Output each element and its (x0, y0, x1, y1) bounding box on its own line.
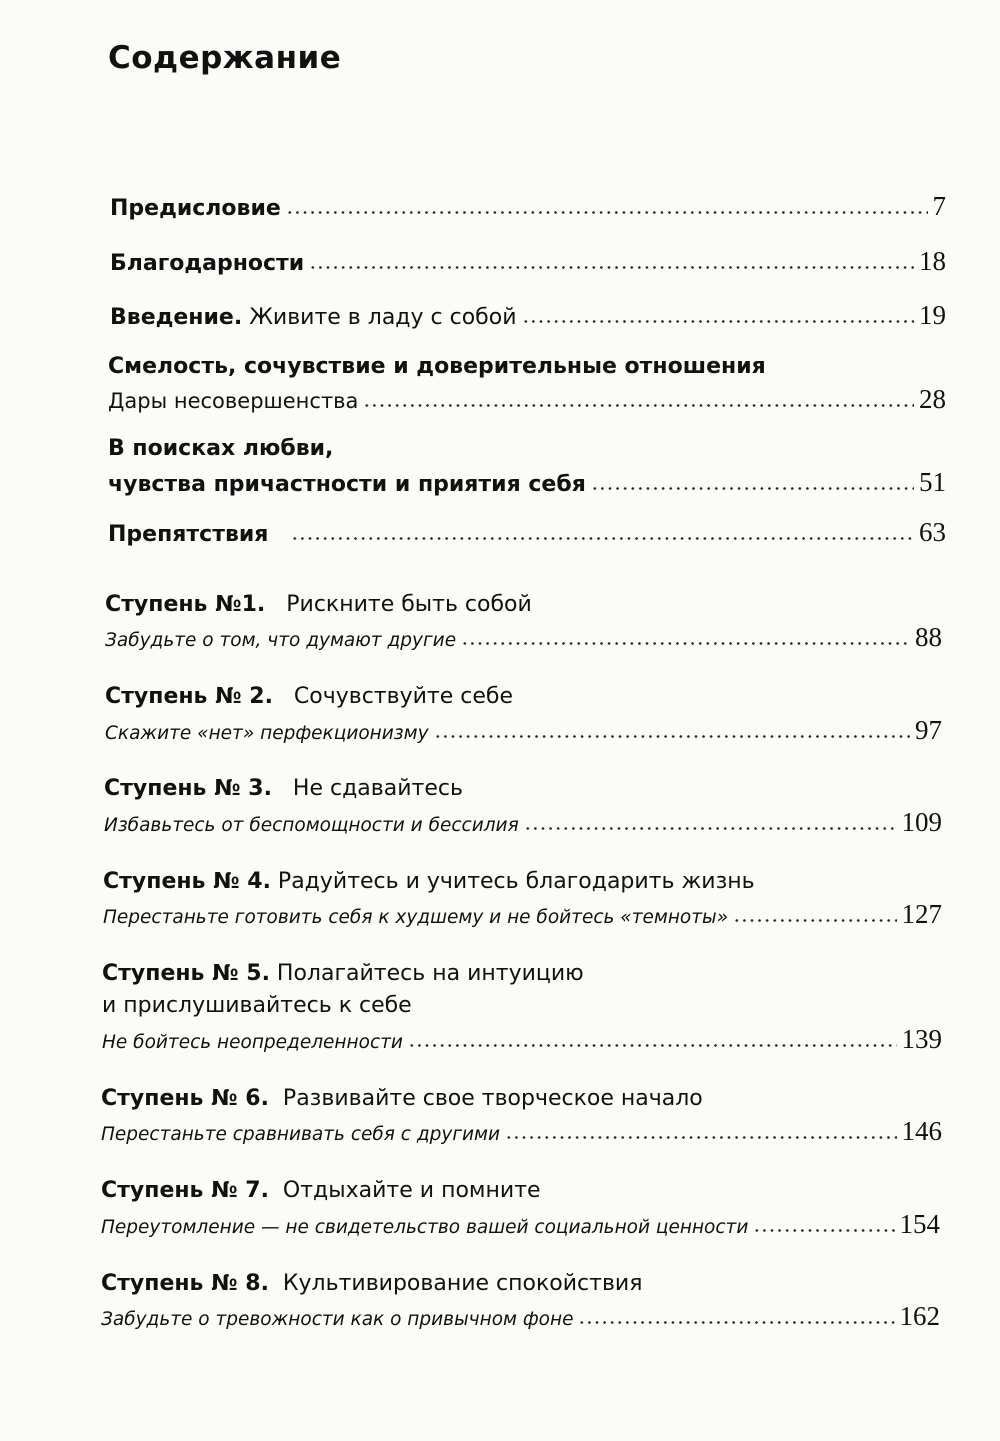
step-label: Ступень № 3. (104, 776, 272, 801)
step-5-entry[interactable] (0, 1026, 1000, 1053)
step-title: Радуйтесь и учитесь благодарить жизнь (277, 869, 755, 894)
entry-title: чувства причастности и приятия себя (108, 472, 586, 497)
step-subtitle: Забудьте о том, что думают другие (105, 630, 457, 651)
page-number: 109 (901, 807, 942, 837)
step-2-entry[interactable] (0, 717, 1000, 744)
dot-leader (408, 1044, 897, 1047)
step-subtitle: Перестаньте сравнивать себя с другими (101, 1124, 501, 1145)
entry-title: Препятствия (108, 522, 269, 547)
step-label: Ступень №1. (105, 592, 266, 617)
step-title: Полагайтесь на интуицию (276, 961, 584, 986)
step-title: Отдыхайте и помните (282, 1178, 541, 1203)
toc-entry-preface[interactable] (0, 193, 1000, 221)
step-1-heading (0, 592, 1000, 617)
step-title: Не сдавайтесь (292, 776, 463, 801)
entry-title: Введение. (110, 305, 243, 330)
dot-leader (434, 735, 910, 738)
page-number: 154 (899, 1209, 940, 1239)
toc-entry-acknowledgements[interactable] (0, 248, 1000, 276)
dot-leader (291, 537, 914, 540)
step-7-entry[interactable] (0, 1211, 1000, 1238)
step-5-heading (0, 961, 1000, 986)
page-number: 7 (932, 191, 946, 221)
dot-leader (309, 266, 914, 269)
dot-leader (524, 827, 897, 830)
step-3-entry[interactable] (0, 809, 1000, 836)
step-label: Ступень № 8. (101, 1271, 269, 1296)
step-6-heading (0, 1086, 1000, 1111)
step-5-heading-line2: и прислушивайтесь к себе (102, 993, 412, 1018)
toc-entry-courage-title: Смелость, сочувствие и доверительные отношения (108, 354, 766, 379)
step-subtitle: Забудьте о тревожности как о привычном фоне (101, 1309, 574, 1330)
step-1-entry[interactable] (0, 624, 1000, 651)
entry-subtitle: Дары несовершенства (108, 389, 359, 413)
dot-leader (753, 1229, 894, 1232)
step-label: Ступень № 6. (101, 1086, 269, 1111)
page-title: Содержание (108, 40, 342, 76)
dot-leader (286, 211, 928, 214)
step-subtitle: Скажите «нет» перфекционизму (105, 723, 429, 744)
step-label: Ступень № 2. (105, 684, 273, 709)
step-8-heading (0, 1271, 1000, 1296)
step-label: Ступень № 5. (102, 961, 270, 986)
step-3-heading (0, 776, 1000, 801)
dot-leader (363, 404, 914, 407)
toc-entry-courage[interactable] (0, 386, 1000, 413)
page-number: 51 (919, 467, 946, 497)
page-number: 97 (915, 715, 942, 745)
entry-title: Предисловие (110, 196, 281, 221)
step-8-entry[interactable] (0, 1303, 1000, 1330)
dot-leader (591, 487, 914, 490)
step-4-heading (0, 869, 1000, 894)
step-6-entry[interactable] (0, 1118, 1000, 1145)
page-number: 127 (901, 899, 942, 929)
page-number: 162 (899, 1301, 940, 1331)
step-4-entry[interactable] (0, 901, 1000, 928)
page-number: 146 (901, 1116, 942, 1146)
entry-subtitle: Живите в ладу с собой (249, 305, 517, 330)
dot-leader (461, 642, 910, 645)
page-number: 18 (919, 246, 946, 276)
step-2-heading (0, 684, 1000, 709)
page-number: 88 (915, 622, 942, 652)
dot-leader (505, 1136, 896, 1139)
step-label: Ступень № 7. (101, 1178, 269, 1203)
dot-leader (522, 320, 914, 323)
page-number: 139 (901, 1024, 942, 1054)
step-title: Сочувствуйте себе (293, 684, 513, 709)
step-title: Культивирование спокойствия (282, 1271, 643, 1296)
dot-leader (733, 919, 896, 922)
page-number: 19 (919, 300, 946, 330)
step-subtitle: Перестаньте готовить себя к худшему и не бойтесь «темноты» (103, 907, 729, 928)
toc-entry-introduction[interactable] (0, 302, 1000, 330)
entry-title: Благодарности (110, 251, 305, 276)
step-title: Развивайте свое творческое начало (282, 1086, 703, 1111)
step-subtitle: Переутомление — не свидетельство вашей социальной ценности (101, 1217, 749, 1238)
toc-entry-love[interactable] (0, 469, 1000, 497)
page-number: 63 (919, 517, 946, 547)
toc-entry-obstacles[interactable] (0, 519, 1000, 547)
step-subtitle: Избавьтесь от беспомощности и бессилия (104, 815, 519, 836)
step-subtitle: Не бойтесь неопределенности (102, 1032, 403, 1053)
step-7-heading (0, 1178, 1000, 1203)
dot-leader (578, 1321, 894, 1324)
step-label: Ступень № 4. (103, 869, 271, 894)
page-number: 28 (919, 384, 946, 414)
toc-entry-love-title: В поисках любви, (108, 436, 334, 461)
step-title: Рискните быть собой (286, 592, 532, 617)
